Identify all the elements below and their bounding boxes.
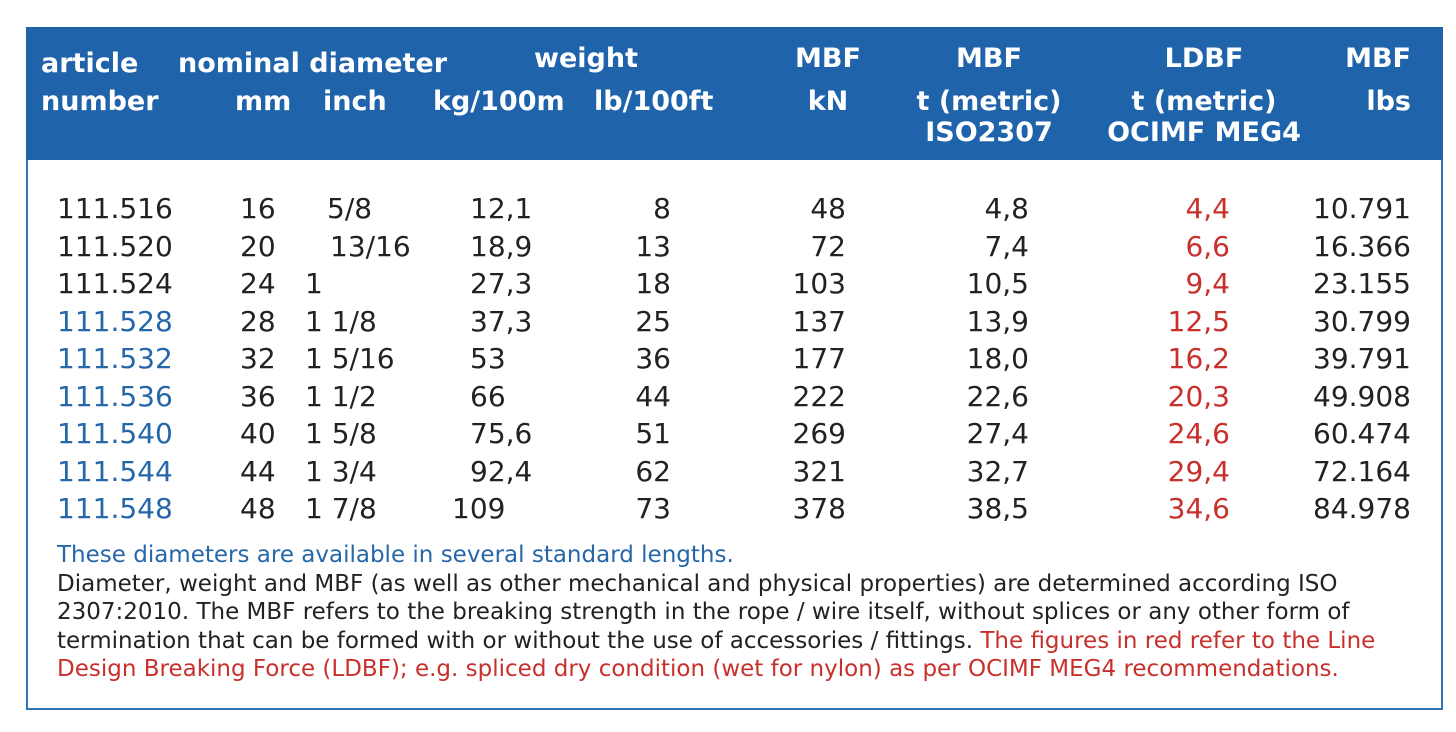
cell-mm: 36 (240, 379, 276, 413)
header-mbf-t-3: ISO2307 (925, 117, 1053, 148)
cell-ldbf: 12,5 (1167, 304, 1230, 338)
cell-lbs: 10.791 (1313, 192, 1411, 225)
cell-lbs: 39.791 (1313, 342, 1411, 375)
cell-kg: 66 (470, 379, 506, 413)
cell-lb: 13 (635, 229, 671, 263)
cell-kg: 109 (452, 492, 506, 525)
cell-t-metric: 32,7 (966, 454, 1029, 488)
cell-inch: 1 1/8 (305, 304, 377, 338)
header-ldbf-3: OCIMF MEG4 (1107, 117, 1301, 148)
cell-article: 111.520 (57, 229, 173, 263)
cell-lb: 51 (635, 417, 671, 450)
cell-article: 111.524 (57, 267, 173, 300)
header-mbf-lbs-2: lbs (1366, 86, 1411, 117)
cell-lb: 8 (653, 192, 671, 225)
properties-note (57, 570, 1427, 684)
cell-mm: 32 (240, 342, 276, 375)
cell-t-metric: 27,4 (966, 417, 1029, 450)
header-kg100m: kg/100m (433, 86, 565, 117)
cell-kg: 18,9 (470, 229, 533, 263)
cell-ldbf: 20,3 (1167, 379, 1230, 413)
header-mbf-t-1: MBF (956, 43, 1022, 74)
header-nominal-diameter: nominal diameter (178, 48, 448, 79)
cell-kn: 48 (810, 192, 846, 225)
cell-article: 111.540 (57, 417, 173, 450)
cell-mm: 16 (240, 192, 276, 225)
cell-lb: 25 (635, 304, 671, 338)
cell-kg: 53 (470, 342, 506, 375)
cell-t-metric: 4,8 (984, 192, 1029, 225)
cell-kn: 321 (792, 454, 846, 488)
cell-t-metric: 13,9 (966, 304, 1029, 338)
cell-article: 111.528 (57, 304, 173, 338)
notes (57, 541, 1427, 684)
cell-ldbf: 4,4 (1185, 192, 1230, 225)
header-mbf-kn-1: MBF (795, 43, 861, 74)
cell-article: 111.544 (57, 454, 173, 488)
cell-t-metric: 7,4 (984, 229, 1029, 263)
properties-note-text: Diameter, weight and MBF (as well as other mechanical and physical properties) are determined according ISO 2307:2010. The MBF refers to the breaking strength in the rope / wire itself, without splices or any other form of termination that can be formed with or without the use of accessories / fittings. (57, 570, 1350, 654)
header-weight: weight (534, 43, 638, 74)
header-article-line2: number (41, 86, 159, 117)
cell-kn: 177 (792, 342, 846, 375)
cell-inch: 1 5/8 (305, 417, 377, 450)
header-lb100ft: lb/100ft (594, 86, 714, 117)
cell-mm: 48 (240, 492, 276, 525)
cell-lbs: 49.908 (1313, 379, 1411, 413)
header-mm: mm (235, 86, 292, 117)
cell-kg: 37,3 (470, 304, 533, 338)
cell-t-metric: 18,0 (966, 342, 1029, 375)
cell-inch: 1 3/4 (305, 454, 377, 488)
cell-inch: 1 1/2 (305, 379, 377, 413)
cell-kn: 378 (792, 492, 846, 525)
cell-article: 111.516 (57, 192, 173, 225)
cell-kg: 12,1 (470, 192, 533, 225)
cell-ldbf: 6,6 (1185, 229, 1230, 263)
cell-t-metric: 22,6 (966, 379, 1029, 413)
cell-lb: 73 (635, 492, 671, 525)
header-article-line1: article (41, 48, 139, 79)
cell-inch: 13/16 (330, 229, 411, 263)
cell-mm: 20 (240, 229, 276, 263)
cell-kn: 222 (792, 379, 846, 413)
cell-lbs: 16.366 (1313, 229, 1411, 263)
cell-lbs: 30.799 (1313, 304, 1411, 338)
cell-lb: 36 (635, 342, 671, 375)
cell-inch: 1 5/16 (305, 342, 395, 375)
cell-lbs: 60.474 (1313, 417, 1411, 450)
header-mbf-kn-2: kN (807, 86, 849, 117)
cell-t-metric: 38,5 (966, 492, 1029, 525)
cell-inch: 5/8 (327, 192, 373, 225)
cell-ldbf: 34,6 (1167, 492, 1230, 525)
cell-kn: 137 (792, 304, 846, 338)
cell-kg: 27,3 (470, 267, 533, 300)
cell-kg: 92,4 (470, 454, 533, 488)
cell-ldbf: 9,4 (1185, 267, 1230, 300)
cell-inch: 1 (305, 267, 323, 300)
availability-note: These diameters are available in several standard lengths. (57, 542, 734, 568)
cell-lb: 44 (635, 379, 671, 413)
cell-ldbf: 29,4 (1167, 454, 1230, 488)
header-mbf-lbs-1: MBF (1345, 43, 1411, 74)
cell-lb: 18 (635, 267, 671, 300)
header-inch: inch (323, 86, 387, 117)
cell-lb: 62 (635, 454, 671, 488)
cell-kg: 75,6 (470, 417, 533, 450)
cell-mm: 44 (240, 454, 276, 488)
header-ldbf-1: LDBF (1164, 43, 1244, 74)
cell-kn: 103 (792, 267, 846, 300)
cell-inch: 1 7/8 (305, 492, 377, 525)
header-mbf-t-2: t (metric) (916, 86, 1062, 117)
cell-kn: 269 (792, 417, 846, 450)
cell-mm: 40 (240, 417, 276, 450)
cell-article: 111.532 (57, 342, 173, 375)
header-ldbf-2: t (metric) (1131, 86, 1277, 117)
cell-mm: 24 (240, 267, 276, 300)
cell-kn: 72 (810, 229, 846, 263)
cell-ldbf: 24,6 (1167, 417, 1230, 450)
cell-article: 111.536 (57, 379, 173, 413)
cell-lbs: 23.155 (1313, 267, 1411, 300)
cell-t-metric: 10,5 (966, 267, 1029, 300)
cell-ldbf: 16,2 (1167, 342, 1230, 375)
cell-lbs: 72.164 (1313, 454, 1411, 488)
cell-mm: 28 (240, 304, 276, 338)
cell-lbs: 84.978 (1313, 492, 1411, 525)
cell-article: 111.548 (57, 492, 173, 525)
ldbf-note: The figures in red refer to the Line Design Breaking Force (LDBF); e.g. spliced dry condition (wet for nylon) as per OCIMF MEG4 recommendations. (57, 627, 1376, 682)
